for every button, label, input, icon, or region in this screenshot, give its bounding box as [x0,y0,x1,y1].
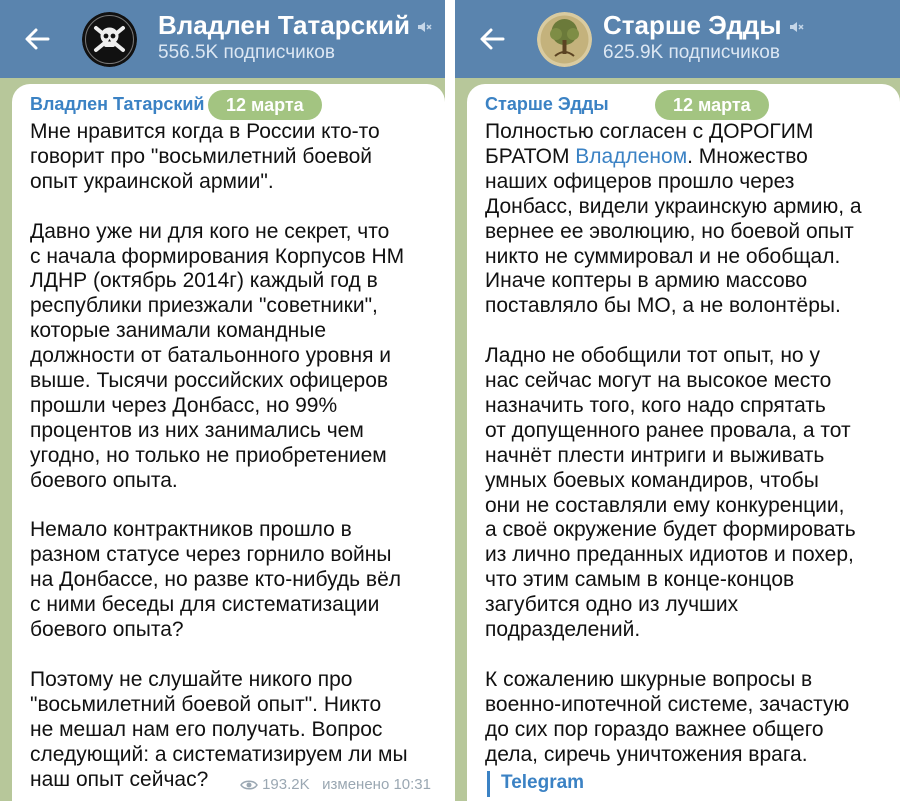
message-line: Немало контрактников прошло в [30,518,352,542]
message-line: опыт украинской армии". [30,169,274,193]
channel-avatar[interactable] [537,12,592,67]
source-link[interactable]: Telegram [501,772,585,793]
message-line: они не составляли ему конкуренции, [485,493,845,517]
muted-icon [416,19,432,35]
message-line: БРАТОМ Владленом. Множество [485,144,808,168]
message-line: от допущенного ранее провала, а тот [485,418,851,442]
message-line: К сожалению шкурные вопросы в [485,667,813,691]
paragraph-gap [30,195,408,220]
date-badge: 12 марта [208,90,322,120]
date-badge: 12 марта [655,90,769,120]
message-line: из лично преданных идиотов и похер, [485,543,854,567]
channel-header [0,0,445,78]
message-line: должности от батальонного уровня и [30,344,391,368]
message-line: угодно, но только не приобретением [30,443,387,467]
message-line: с начала формирования Корпусов НМ [30,244,405,268]
message-line: Донбасс, видели украинскую армию, а [485,194,862,218]
message-bubble [467,84,900,801]
message-author[interactable]: Старше Эдды [485,94,609,114]
paragraph-gap [485,643,862,668]
message-line: процентов из них занимались чем [30,418,364,442]
message-line: разном статусе через горнило войны [30,543,392,567]
channel-panel-left [0,0,445,801]
channel-title: Старше Эдды [603,10,804,41]
message-text [485,120,862,768]
message-line: до сих пор гораздо важнее общего [485,717,824,741]
message-line: вернее ее эволюцию, но боевой опыт [485,219,854,243]
message-line: что этим самым в конце-концов [485,568,795,592]
channel-title: Владлен Татарский [158,10,432,41]
message-line: подразделений. [485,618,641,642]
message-line: с ними беседы для систематизации [30,593,380,617]
message-line: на Донбассе, но разве кто-нибудь вёл [30,568,402,592]
message-author[interactable]: Владлен Татарский [30,94,205,114]
message-line: Мне нравится когда в России кто-то [30,120,380,143]
message-line: умных боевых командиров, чтобы [485,468,819,492]
message-line: боевого опыта. [30,468,178,492]
message-line: а своё окружение будет формировать [485,518,856,542]
message-bubble [12,84,445,801]
message-line: прошли через Донбасс, но 99% [30,393,338,417]
skull-crossbones-icon [82,12,137,67]
message-line: наших офицеров прошло через [485,169,795,193]
back-arrow-icon[interactable] [22,24,52,54]
channel-avatar[interactable] [82,12,137,67]
message-line: загубится одно из лучших [485,593,739,617]
message-line: поставляло бы МО, а не волонтёры. [485,294,841,318]
message-line: следующий: а систематизируем ли мы [30,742,408,766]
message-line: Полностью согласен с ДОРОГИМ [485,120,814,143]
message-line: дела, сиречь уничтожения врага. [485,742,808,766]
message-line: не мешал нам его получать. Вопрос [30,717,383,741]
message-line: выше. Тысячи российских офицеров [30,369,389,393]
message-line: военно-ипотечной системе, зачастую [485,692,850,716]
message-line: начнёт плести интриги и выживать [485,443,825,467]
message-line: назначить того, кого надо спрятать [485,393,826,417]
view-count: 193.2K [262,776,310,793]
subscriber-count: 625.9K подписчиков [603,42,780,63]
back-arrow-icon[interactable] [477,24,507,54]
mention-link[interactable]: Владленом [575,144,688,168]
message-line: Иначе коптеры в армию массово [485,269,808,293]
message-line: "восьмилетний боевой опыт". Никто [30,692,382,716]
message-line: говорит про "восьмилетний боевой [30,144,373,168]
message-line: боевого опыта? [30,618,184,642]
tree-of-life-icon [537,12,592,67]
paragraph-gap [485,319,862,344]
message-line: ЛДНР (октябрь 2014г) каждый год в [30,269,378,293]
subscriber-count: 556.5K подписчиков [158,42,335,63]
message-line: никто не суммировал и не обобщал. [485,244,841,268]
message-body [485,170,862,768]
message-line: нас сейчас могут на высокое место [485,369,832,393]
message-line: Поэтому не слушайте никого про [30,667,353,691]
message-line: Давно уже ни для кого не секрет, что [30,219,390,243]
source-accent-bar [487,771,490,797]
eye-icon [240,779,258,791]
message-line: которые занимали командные [30,319,326,343]
message-line: Ладно не обобщили тот опыт, но у [485,344,820,368]
muted-icon [788,19,804,35]
channel-panel-right [455,0,900,801]
message-text [30,120,408,792]
message-line: республики приезжали "советники", [30,294,378,318]
message-meta [240,776,431,793]
paragraph-gap [30,494,408,519]
edited-label: изменено 10:31 [322,776,431,793]
paragraph-gap [30,643,408,668]
message-line: наш опыт сейчас? [30,767,209,791]
channel-header [455,0,900,78]
